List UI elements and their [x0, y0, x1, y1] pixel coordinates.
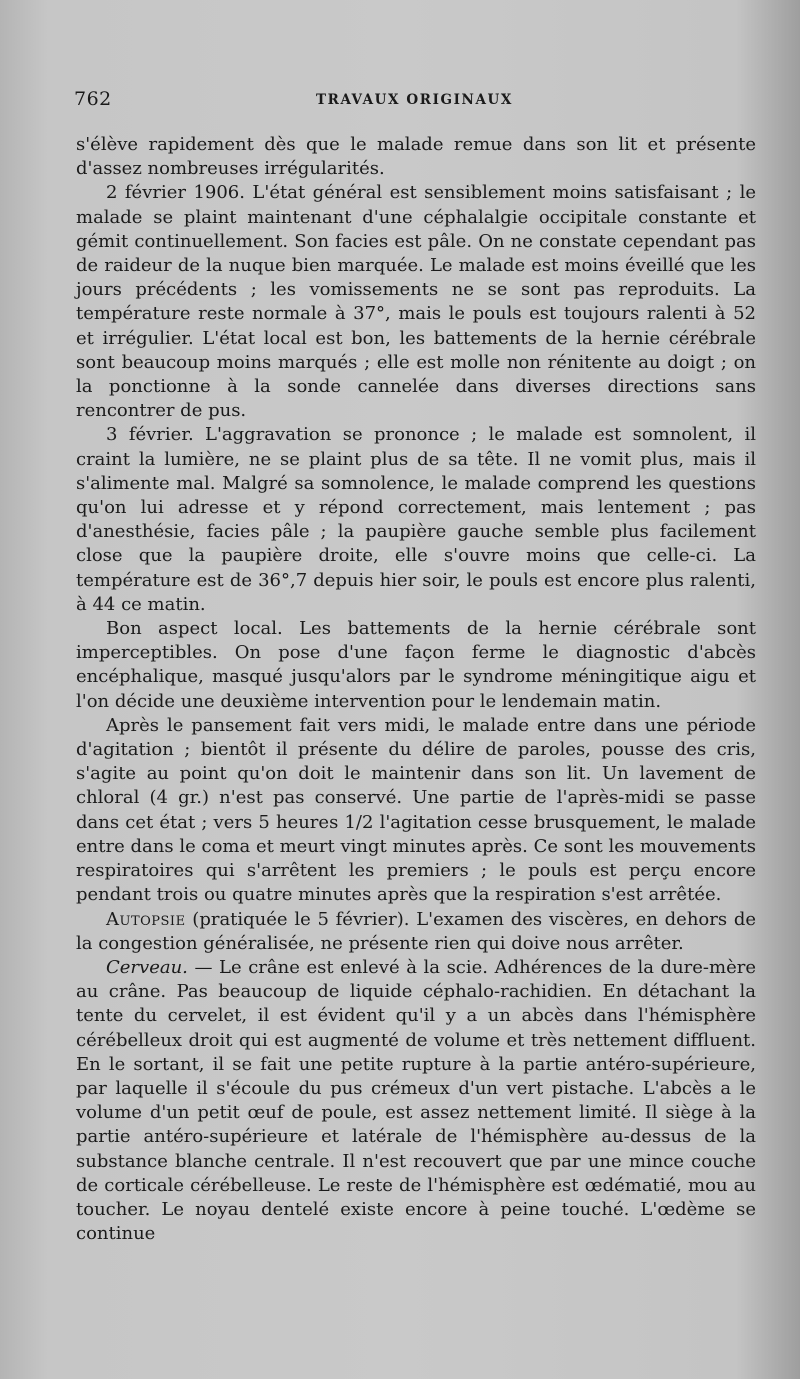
paragraph-continuation: s'élève rapidement dès que le malade remue dans son lit et présente d'assez nombreuses irrégularités.	[76, 134, 756, 180]
paragraph-autopsy: Autopsie (pratiquée le 5 février). L'examen des viscères, en dehors de la congestion généralisée, ne présente rien qui doive nous arrêter.	[76, 908, 756, 954]
paragraph-brain: Cerveau. — Le crâne est enlevé à la scie. Adhérences de la dure-mère au crâne. Pas beaucoup de liquide céphalo-rachidien. En détachant la tente du cervelet, il est évident qu'il y a un abcès dans l'hémisphère cérébelleux droit qui est augmenté de volume et très nettement diffluent. En le sortant, il se fait une petite rupture à la partie antéro-supérieure, par laquelle il s'écoule du pus crémeux d'un vert pistache. L'abcès a le volume d'un petit œuf de poule, est assez nettement limité. Il siège à la partie antéro-supérieure et latérale de l'hémisphère au-dessus de la substance blanche centrale. Il n'est recouvert que par une mince couche de corticale cérébelleuse. Le reste de l'hémisphère est œdématié, mou au toucher. Le noyau dentelé existe encore à peine touché. L'œdème se continue	[76, 956, 756, 1245]
page-header	[74, 88, 760, 118]
autopsy-lead: Autopsie	[106, 908, 186, 930]
brain-lead: Cerveau.	[106, 956, 188, 978]
running-title: TRAVAUX ORIGINAUX	[316, 92, 514, 108]
page-number: 762	[74, 88, 112, 110]
body-text	[76, 133, 756, 1246]
paragraph-agitation: Après le pansement fait vers midi, le malade entre dans une période d'agitation ; bientôt il présente du délire de paroles, pousse des cris, s'agite au point qu'on doit le maintenir dans son lit. Un lavement de chloral (4 gr.) n'est pas conservé. Une partie de l'après-midi se passe dans cet état ; vers 5 heures 1/2 l'agitation cesse brusquement, le malade entre dans le coma et meurt vingt minutes après. Ce sont les mouvements respiratoires qui s'arrêtent les premiers ; le pouls est perçu encore pendant trois ou quatre minutes après que la respiration s'est arrêtée.	[76, 714, 756, 906]
paragraph-feb-3: 3 février. L'aggravation se prononce ; le malade est somnolent, il craint la lumière, ne se plaint plus de sa tête. Il ne vomit plus, mais il s'alimente mal. Malgré sa somnolence, le malade comprend les questions qu'on lui adresse et y répond correctement, mais lentement ; pas d'anesthésie, facies pâle ; la paupière gauche semble plus facilement close que la paupière droite, elle s'ouvre moins que celle-ci. La température est de 36°,7 depuis hier soir, le pouls est encore plus ralenti, à 44 ce matin.	[76, 424, 756, 615]
paragraph-feb-2: 2 février 1906. L'état général est sensiblement moins satisfaisant ; le malade se plaint maintenant d'une céphalalgie occipitale constante et gémit continuellement. Son facies est pâle. On ne constate cependant pas de raideur de la nuque bien marquée. Le malade est moins éveillé que les jours précédents ; les vomissements ne se sont pas reproduits. La température reste normale à 37°, mais le pouls est toujours ralenti à 52 et irrégulier. L'état local est bon, les battements de la hernie cérébrale sont beaucoup moins marqués ; elle est molle non rénitente au doigt ; on la ponctionne à la sonde cannelée dans diverses directions sans rencontrer de pus.	[76, 182, 756, 422]
paragraph-local-aspect: Bon aspect local. Les battements de la hernie cérébrale sont imperceptibles. On pose d'une façon ferme le diagnostic d'abcès encéphalique, masqué jusqu'alors par le syndrome méningitique aigu et l'on décide une deuxième intervention pour le lendemain matin.	[76, 618, 756, 712]
